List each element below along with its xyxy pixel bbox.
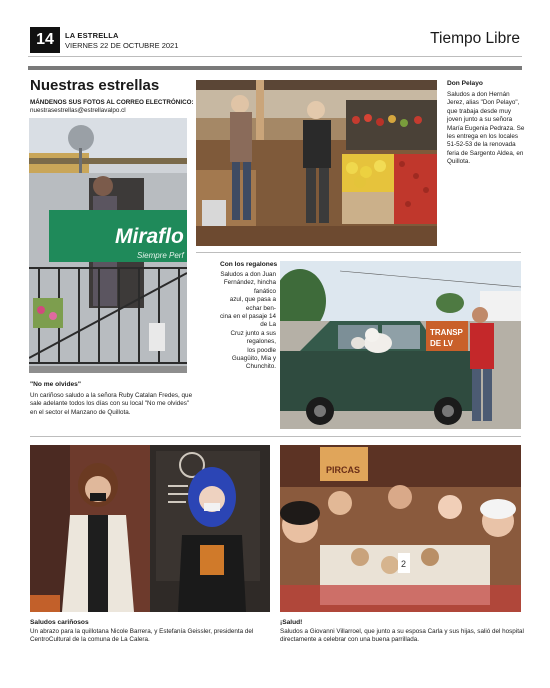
caption-line: Jerez, alias "Don Pelayo", [447,99,520,107]
photo-regalones [280,261,521,429]
caption-line: María Eugenia Pedraza. Se [447,124,525,132]
page-title: Nuestras estrellas [30,77,160,94]
send-photos-email[interactable]: nuestrasestrellas@estrellavalpo.cl [30,107,126,114]
section-divider [28,66,522,70]
header-divider [28,56,522,57]
sign-transp-text: TRANSP [430,328,463,337]
story-divider [196,252,521,253]
caption-line: 51-52-53 de la renovada [447,141,516,149]
publication-date: VIERNES 22 DE OCTUBRE 2021 [65,41,179,50]
story-divider [30,436,521,437]
caption-line: feria de Sargento Aldea, en [447,149,524,157]
photo-salud [280,445,521,612]
caption-line: Chunchito. [245,363,276,371]
caption-text-no-me-olvides [30,392,270,417]
caption-heading-salud: ¡Salud! [280,619,303,626]
family-photo-illustration [280,445,521,612]
caption-line: directamente a celebrar con una buena parrillada. [280,636,419,644]
caption-line: cina en el pasaje 14 de La [220,313,277,329]
caption-heading-don-pelayo: Don Pelayo [447,80,483,87]
photo-saludos-carinosos [30,445,270,612]
market-photo-illustration [196,80,437,246]
caption-heading-regalones: Con los regalones [220,261,278,268]
caption-heading-saludos-carinosos: Saludos cariñosos [30,619,89,626]
caption-line: Saludos a don Juan [220,271,276,278]
page-number: 14 [30,27,60,53]
caption-heading-no-me-olvides: "No me olvides" [30,381,81,388]
caption-line: les entrega en los locales [447,133,519,141]
caption-line: que trabaja desde muy [447,107,512,115]
caption-line: Un abrazo para la quillotana Nicole Barrera, y Estefanía Geissler, presidenta del [30,628,254,635]
caption-line: Saludos a Giovanni Villarroel, que junto a su esposa Carla y sus hijas, salió del hospital [280,628,524,635]
caption-line: sale adelante todos los días con su local "No me olvides" [30,400,190,408]
sign-tagline-text: Siempre Perf [137,251,184,260]
table-number-text: 2 [401,559,407,569]
photo-no-me-olvides [29,118,187,373]
caption-line: azul, que pasa a echar ben- [229,296,276,312]
caption-text-regalones [220,271,276,372]
section-title: Tiempo Libre [430,30,520,47]
caption-text-saludos-carinosos [30,628,275,645]
caption-text-don-pelayo [447,91,525,167]
caption-line: CentroCultural de la comuna de La Calera. [30,636,150,644]
caption-line: Quillota. [447,158,471,166]
caption-line: joven junto a su señora [447,116,513,124]
caption-line: Un cariñoso saludo a la señora Ruby Catalan Fredes, que [30,392,193,399]
sign-pircas-text: PIRCAS [326,465,361,475]
send-photos-label: MÁNDENOS SUS FOTOS AL CORREO ELECTRÓNICO: [30,99,194,106]
shop-photo-illustration [29,118,187,373]
photo-don-pelayo [196,80,437,246]
caption-line: Cruz junto a sus regalones, [230,329,276,346]
caption-text-salud [280,628,525,645]
publication-name: LA ESTRELLA [65,31,119,40]
sign-delvi-text: DE LV [430,339,453,348]
caption-line: Fernández, hincha fanático [223,279,276,295]
women-photo-illustration [30,445,270,612]
sign-brand-text: Miraflo [115,225,184,248]
truck-photo-illustration [280,261,521,429]
caption-line: Saludos a don Hernán [447,91,510,98]
caption-line: los poodle Guagüito, Mia y [231,346,276,363]
caption-line: en el sector el Manzano de Quillota. [30,408,131,416]
